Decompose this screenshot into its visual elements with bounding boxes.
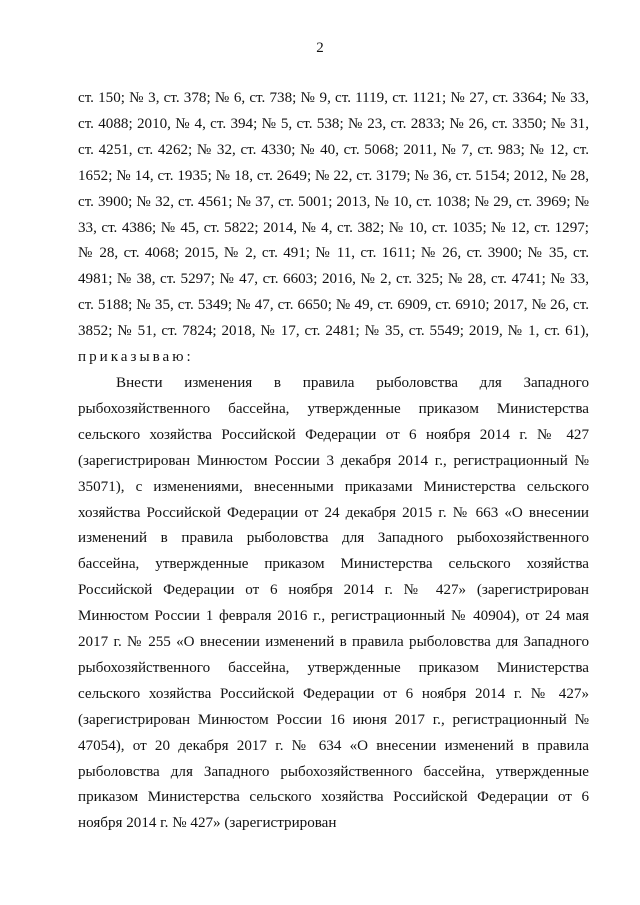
order-word: приказываю: [78,349,194,366]
paragraph-amendment: Внести изменения в правила рыболовства для Западного рыбохозяйственного бассейна, утвержденные приказом Министерства сельского хозяйства Российской Федерации от 6 ноября 2014 г. № 427 (зарегистрирован Минюстом России 3 декабря 2014 г., регистрационный № 35071), с изменениями, внесенными приказами Министерства сельского хозяйства Российской Федерации от 24 декабря 2015 г. № 663 «О внесении изменений в правила рыболовства для Западного рыбохозяйственного бассейна, утвержденные приказом Министерства сельского хозяйства Российской Федерации от 6 ноября 2014 г. № 427» (зарегистрирован Минюстом России 1 февраля 2016 г., регистрационный № 40904), от 24 мая 2017 г. № 255 «О внесении изменений в правила рыболовства для Западного рыбохозяйственного бассейна, утвержденные приказом Министерства сельского хозяйства Российской Федерации от 6 ноября 2014 г. № 427» (зарегистрирован Минюстом России 16 июня 2017 г., регистрационный № 47054), от 20 декабря 2017 г. № 634 «О внесении изменений в правила рыболовства для Западного рыбохозяйственного бассейна, утвержденные приказом Министерства сельского хозяйства Российской Федерации от 6 ноября 2014 г. № 427» (зарегистрирован [78,374,589,832]
citations-text: ст. 150; № 3, ст. 378; № 6, ст. 738; № 9, ст. 1119, ст. 1121; № 27, ст. 3364; № 33, ст. 4088; 2010, № 4, ст. 394; № 5, ст. 538; № 23, ст. 2833; № 26, ст. 3350; № 31, ст. 4251, ст. 4262; № 32, ст. 4330; № 40, ст. 5068; 2011, № 7, ст. 983; № 12, ст. 1652; № 14, ст. 1935; № 18, ст. 2649; № 22, ст. 3179; № 36, ст. 5154; 2012, № 28, ст. 3900; № 32, ст. 4561; № 37, ст. 5001; 2013, № 10, ст. 1038; № 29, ст. 3969; № 33, ст. 4386; № 45, ст. 5822; 2014, № 4, ст. 382; № 10, ст. 1035; № 12, ст. 1297; № 28, ст. 4068; 2015, № 2, ст. 491; № 11, ст. 1611; № 26, ст. 3900; № 35, ст. 4981; № 38, ст. 5297; № 47, ст. 6603; 2016, № 2, ст. 325; № 28, ст. 4741; № 33, ст. 5188; № 35, ст. 5349; № 47, ст. 6650; № 49, ст. 6909, ст. 6910; 2017, № 26, ст. 3852; № 51, ст. 7824; 2018, № 17, ст. 2481; № 35, ст. 5549; 2019, № 1, ст. 61), [78,90,589,340]
page-number: 2 [316,40,324,56]
paragraph-legal-citations [78,86,589,371]
document-body [78,86,589,837]
